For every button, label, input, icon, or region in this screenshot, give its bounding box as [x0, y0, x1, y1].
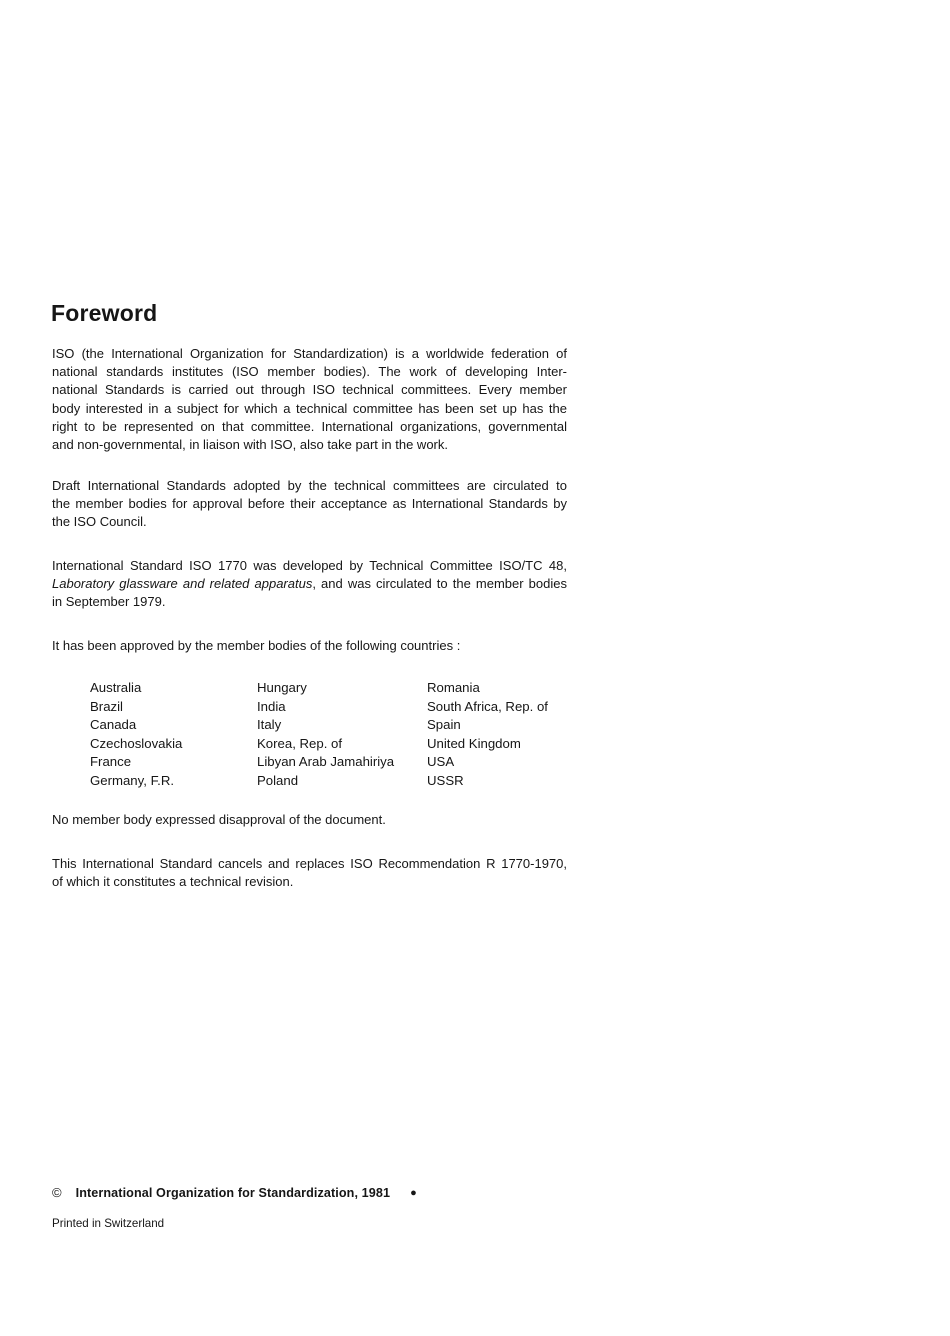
bullet-icon: ●: [410, 1186, 417, 1199]
paragraph-line: of which it constitutes a technical revision.: [52, 874, 294, 890]
paragraph-line: International Standard ISO 1770 was developed by Technical Committee ISO/TC 48,: [52, 558, 567, 573]
paragraph-line: This International Standard cancels and replaces ISO Recommendation R 1770-1970,: [52, 856, 567, 871]
country-item: Brazil: [90, 698, 123, 714]
paragraph-line: right to be represented on that committee. International organizations, governmental: [52, 418, 567, 434]
country-item: Hungary: [257, 680, 307, 695]
countries-column-1: [90, 679, 182, 791]
paragraph-line: the member bodies for approval before their acceptance as International Standards by: [52, 496, 567, 512]
paragraph-cancels-replaces: [52, 855, 567, 891]
copyright-line: [52, 1185, 417, 1200]
no-disapproval-line: No member body expressed disapproval of the document.: [52, 812, 386, 827]
country-item: USSR: [427, 772, 464, 788]
country-item: Czechoslovakia: [90, 735, 183, 751]
paragraph-line: national Standards is carried out through ISO technical committees. Every member: [52, 382, 567, 398]
committee-title-italic: Laboratory glassware and related apparatus: [52, 576, 313, 592]
paragraph-line: the ISO Council.: [52, 514, 147, 530]
paragraph-line: ISO (the International Organization for Standardization) is a worldwide federation of: [52, 346, 567, 361]
country-item: Romania: [427, 680, 480, 695]
country-item: Australia: [90, 680, 142, 695]
country-item: France: [90, 754, 132, 770]
country-item: Italy: [257, 717, 282, 733]
page-title: Foreword: [51, 300, 158, 326]
countries-column-2: [257, 679, 394, 791]
printed-in-line: Printed in Switzerland: [52, 1217, 165, 1230]
country-item: India: [257, 698, 286, 714]
countries-column-3: [427, 679, 548, 791]
paragraph-line: in September 1979.: [52, 594, 166, 610]
paragraph-draft-standards: [52, 477, 567, 532]
country-item: Libyan Arab Jamahiriya: [257, 754, 395, 770]
country-item: USA: [427, 754, 455, 770]
approval-intro-line: It has been approved by the member bodies of the following countries :: [52, 638, 461, 653]
country-item: Poland: [257, 772, 299, 788]
country-item: South Africa, Rep. of: [427, 698, 548, 714]
country-item: Germany, F.R.: [90, 772, 175, 788]
paragraph-standard-development: [52, 557, 567, 612]
country-item: Spain: [427, 717, 461, 733]
country-item: Korea, Rep. of: [257, 735, 343, 751]
paragraph-line: [52, 575, 567, 593]
copyright-text: International Organization for Standardization, 1981: [75, 1185, 391, 1200]
paragraph-line-rest: , and was circulated to the member bodies: [312, 576, 567, 592]
paragraph-line: and non-governmental, in liaison with ISO, also take part in the work.: [52, 437, 448, 453]
paragraph-line: Draft International Standards adopted by the technical committees are circulated to: [52, 478, 567, 493]
paragraph-line: national standards institutes (ISO member bodies). The work of developing Inter-: [52, 364, 567, 380]
copyright-icon: ©: [52, 1185, 62, 1200]
country-item: United Kingdom: [427, 735, 521, 751]
paragraph-line: body interested in a subject for which a technical committee has been set up has the: [52, 400, 567, 416]
country-item: Canada: [90, 717, 137, 733]
paragraph-iso-intro: [52, 345, 567, 454]
